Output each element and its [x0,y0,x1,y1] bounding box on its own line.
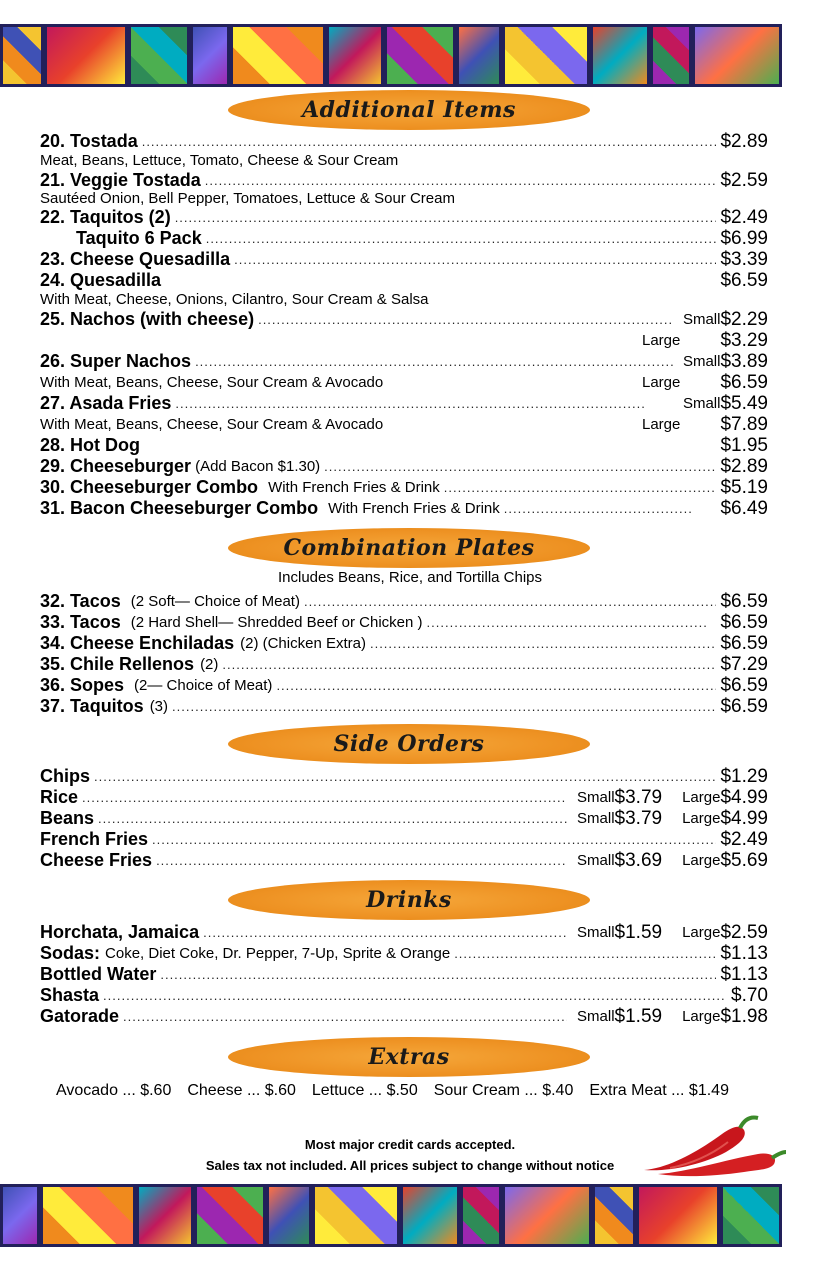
menu-item-23: 23. Cheese Quesadilla ..... $3.39 [40,249,768,270]
menu-item-32: 32. Tacos (2 Soft— Choice of Meat) ..... $6.59 [40,591,768,612]
band-tile [384,24,456,87]
side-item-beans: Beans ..... Small $3.79 Large $4.99 [40,808,768,829]
menu-item-22-six-pack: Taquito 6 Pack ..... $6.99 [76,228,768,249]
band-tile [590,24,650,87]
menu-item-33: 33. Tacos (2 Hard Shell— Shredded Beef or Chicken ) ..... $6.59 [40,612,768,633]
menu-item-36: 36. Sopes (2— Choice of Meat) ..... $6.59 [40,675,768,696]
chili-pepper-icon [640,1112,786,1182]
section-title: Additional Items [302,97,516,123]
bottom-decorative-band [0,1184,782,1247]
section-header-extras [228,1037,590,1077]
combination-caption: Includes Beans, Rice, and Tortilla Chips [277,569,543,586]
side-item-cheese-fries: Cheese Fries ..... Small $3.69 Large $5.69 [40,850,768,871]
menu-item-27-large: With Meat, Beans, Cheese, Sour Cream & Avocado Large $7.89 [40,414,768,435]
section-header-combination-plates [228,528,590,568]
menu-item-29: 29. Cheeseburger (Add Bacon $1.30) ..... $2.89 [40,456,768,477]
footer-credit-cards: Most major credit cards accepted. [304,1137,516,1152]
menu-item-21: 21. Veggie Tostada ..... $2.59 [40,170,768,191]
drink-item-horchata: Horchata, Jamaica ..... Small $1.59 Large $2.59 [40,922,768,943]
section-header-additional-items [228,90,590,130]
band-tile [502,1184,592,1247]
band-tile [720,1184,782,1247]
menu-item-24: 24. Quesadilla $6.59 [40,270,768,291]
extra-avocado: Avocado ... $.60 [56,1082,172,1099]
menu-item-25: 25. Nachos (with cheese) ..... Small $2.29 [40,309,768,330]
section-header-drinks [228,880,590,920]
extra-cheese: Cheese ... $.60 [187,1082,296,1099]
section-title: Drinks [366,887,452,913]
band-tile [0,1184,40,1247]
band-tile [326,24,384,87]
band-tile [592,1184,636,1247]
extra-sour-cream: Sour Cream ... $.40 [433,1082,574,1099]
menu-item-27: 27. Asada Fries ..... Small $5.49 [40,393,768,414]
band-tile [502,24,590,87]
band-tile [44,24,128,87]
band-tile [460,1184,502,1247]
extras-list [56,1082,729,1100]
band-tile [456,24,502,87]
band-tile [128,24,190,87]
side-item-french-fries: French Fries ..... $2.49 [40,829,768,850]
menu-item-37: 37. Taquitos (3) ..... $6.59 [40,696,768,717]
side-item-rice: Rice ..... Small $3.79 Large $4.99 [40,787,768,808]
band-tile [40,1184,136,1247]
menu-item-30: 30. Cheeseburger Combo With French Fries & Drink ..... $5.19 [40,477,768,498]
drink-item-bottled-water: Bottled Water ..... $1.13 [40,964,768,985]
band-tile [312,1184,400,1247]
band-tile [136,1184,194,1247]
band-tile [230,24,326,87]
section-title: Extras [368,1044,450,1070]
band-tile [400,1184,460,1247]
band-tile [194,1184,266,1247]
item-description: Meat, Beans, Lettuce, Tomato, Cheese & Sour Cream [40,152,399,169]
extra-meat: Extra Meat ... $1.49 [589,1082,729,1099]
section-title: Side Orders [333,731,485,757]
band-tile [650,24,692,87]
menu-item-26: 26. Super Nachos ..... Small $3.89 [40,351,768,372]
item-description: Sautéed Onion, Bell Pepper, Tomatoes, Lettuce & Sour Cream [40,190,455,207]
menu-item-22: 22. Taquitos (2) ..... $2.49 [40,207,768,228]
drink-item-shasta: Shasta ..... $.70 [40,985,768,1006]
menu-item-26-large: With Meat, Beans, Cheese, Sour Cream & Avocado Large $6.59 [40,372,768,393]
section-title: Combination Plates [283,535,535,561]
menu-item-31: 31. Bacon Cheeseburger Combo With French Fries & Drink ..... $6.49 [40,498,768,519]
drink-item-gatorade: Gatorade ..... Small $1.59 Large $1.98 [40,1006,768,1027]
menu-item-35: 35. Chile Rellenos (2) ..... $7.29 [40,654,768,675]
extra-lettuce: Lettuce ... $.50 [311,1082,418,1099]
item-description: With Meat, Cheese, Onions, Cilantro, Sour Cream & Salsa [40,291,429,308]
section-header-side-orders [228,724,590,764]
menu-item-25-large: Large $3.29 [642,330,768,351]
footer-tax-notice: Sales tax not included. All prices subject to change without notice [205,1158,615,1173]
menu-item-34: 34. Cheese Enchiladas (2) (Chicken Extra) ..... $6.59 [40,633,768,654]
band-tile [190,24,230,87]
menu-item-28: 28. Hot Dog $1.95 [40,435,768,456]
band-tile [266,1184,312,1247]
band-tile [0,24,44,87]
drink-item-sodas: Sodas: Coke, Diet Coke, Dr. Pepper, 7-Up, Sprite & Orange ..... $1.13 [40,943,768,964]
top-decorative-band [0,24,782,87]
menu-item-20: 20. Tostada ..... $2.89 [40,131,768,152]
side-item-chips: Chips ..... $1.29 [40,766,768,787]
band-tile [636,1184,720,1247]
band-tile [692,24,782,87]
